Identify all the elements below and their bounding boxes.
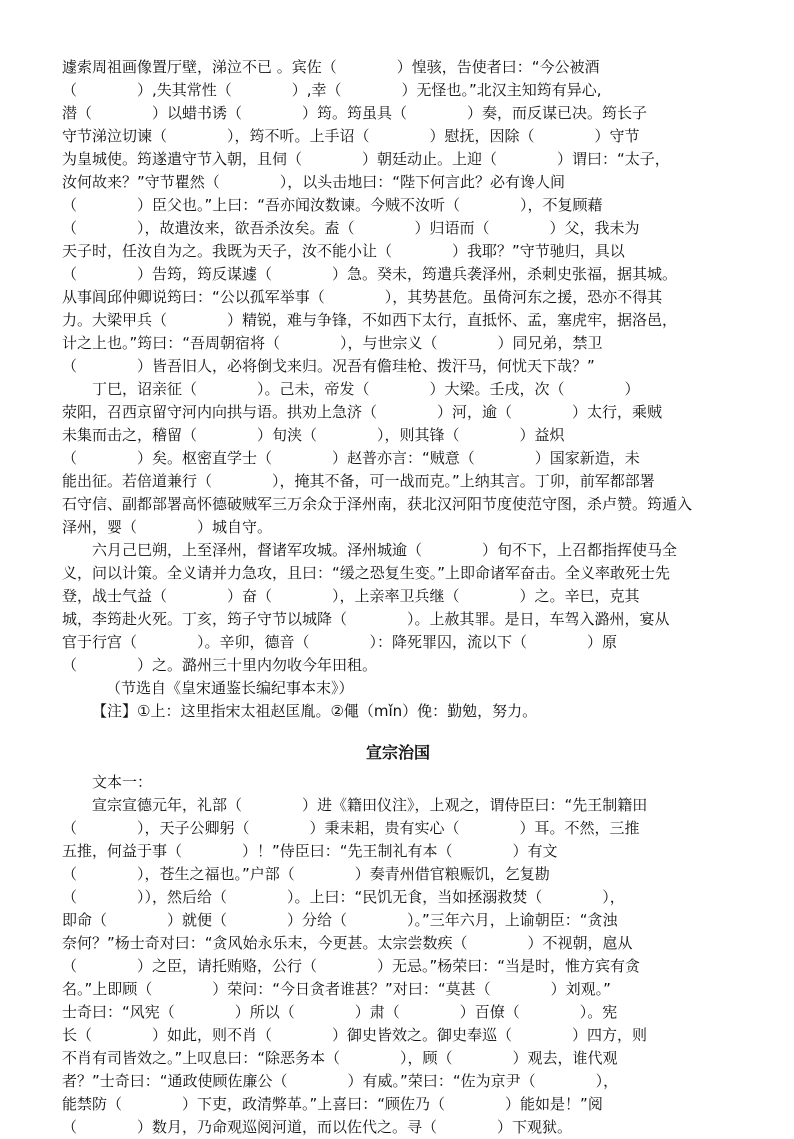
text-line: 丁巳，诏亲征（ ）。己未，帝发（ ）大梁。壬戌，次（ ） [92,380,640,398]
text-line: 石守信、副都部署高怀德破贼军三万余众于泽州南，获北汉河阳节度使范守图，杀卢赞。筠遁入 [62,495,693,513]
text-line: 未集而击之，稽留（ ）旬浃（ ），则其锋（ ）益炽 [62,426,565,444]
text-line: 奈何？”杨士奇对曰：“贪风始永乐末，今更甚。太宗尝数疾（ ）不视朝，扈从 [62,934,633,952]
text-line: （ ）告筠，筠反谋遽（ ）急。癸未，筠遣兵袭泽州，杀刺史张福，据其城。 [62,265,678,283]
text-line: 官于行宫（ ）。辛卯，德音（ ）：降死罪囚，流以下（ ）原 [62,633,618,651]
text-line: 宣宗宣德元年，礼部（ ）进《籍田仪注》，上观之，谓侍臣曰：“先王制籍田 [92,796,648,814]
text-line: 五推，何益于事（ ）！”侍臣曰：“先王制礼有本（ ）有文 [62,842,558,860]
text-line: 登，战士气益（ ）奋（ ），上亲率卫兵继（ ）之。辛巳，克其 [62,587,640,605]
text-line: 六月己巳朔，上至泽州，督诸军攻城。泽州城逾（ ）旬不下，上召都指挥使马全 [92,541,678,559]
text-line: 从事闾邱仲卿说筠曰：“公以孤军举事（ ），其势甚危。虽倚河东之援，恐亦不得其 [62,288,663,306]
text-subtitle: 文本一： [92,773,153,791]
passage-1 [62,56,734,723]
text-line: 为皇城使。筠遂遣守节入朝，且伺（ ）朝廷动止。上迎（ ）谓曰：“太子， [62,150,670,168]
text-line: 城，李筠赴火死。丁亥，筠子守节以城降（ ）。上赦其罪。是日，车驾入潞州，宴从 [62,610,670,628]
text-line: （ ），天子公卿躬（ ）秉耒耜，贵有实心（ ）耳。不然，三推 [62,819,640,837]
text-line: 义，问以计策。全义请并力急攻，且曰：“缓之恐复生变。”上即命诸军奋击。全义率敢死士先 [62,564,671,582]
text-line: 天子时，任汝自为之。我既为天子，汝不能小让（ ）我耶？”守节驰归，具以 [62,242,625,260]
section-title: 宣宗治国 [365,743,430,762]
document-page [62,56,734,1139]
text-line: 能禁防（ ）下吏，政清弊革。”上喜曰：“顾佐乃（ ）能如是！”阅 [62,1095,603,1113]
text-line: 计之上也。”筠曰：“吾周朝宿将（ ），与世宗义（ ）同兄弟，禁卫 [62,334,603,352]
source-citation: （节选自《皇宋通鉴长编纪事本末》） [106,679,354,697]
text-line: （ ）数月，乃命观巡阅河道，而以佐代之。寻（ ）下观狱。 [62,1118,573,1136]
text-line: 士奇曰：“风宪（ ）所以（ ）肃（ ）百僚（ ）。宪 [62,1003,618,1021]
text-line: （ ）臣父也。”上曰：“吾亦闻汝数谏。今贼不汝听（ ），不复顾藉 [62,196,603,214]
text-line: 能出征。若倍道兼行（ ），掩其不备，可一战而克。”上纳其言。丁卯，前军都部署 [62,472,655,490]
text-line: 守节涕泣切谏（ ），筠不听。上手诏（ ）慰抚，因除（ ）守节 [62,127,640,145]
text-line: 荥阳，召西京留守河内向拱与语。拱劝上急济（ ）河，逾（ ）太行，乘贼 [62,403,663,421]
text-line: 长（ ）如此，则不肖（ ）御史皆效之。御史奉巡（ ）四方，则 [62,1026,648,1044]
text-line: 名。”上即顾（ ）荣问：“今日贪者谁甚？”对曰：“莫甚（ ）刘观。” [62,980,611,998]
text-line: （ ）），然后给（ ）。上曰：“民饥无食，当如拯溺救焚（ ）， [62,888,625,906]
text-line: （ ）之。潞州三十里内勿收今年田租。 [62,656,378,674]
text-line: （ ）,失其常性（ ）,幸（ ）无怪也。”北汉主知筠有异心, [62,81,602,99]
text-line: （ ）皆吾旧人，必将倒戈来归。况吾有儋珪枪、拨汗马，何忧天下哉？” [62,357,595,375]
text-line: 遽索周祖画像置厅壁，涕泣不已 。宾佐（ ）惶骇，告使者曰：“今公被酒 [62,58,600,76]
text-line: 泽州，婴（ ）城自守。 [62,518,273,536]
text-line: 力。大梁甲兵（ ）精锐，难与争锋，不如西下太行，直抵怀、孟，塞虎牢，据洛邑， [62,311,678,329]
text-line: 者？”士奇曰：“通政使顾佐廉公（ ）有威。”荣曰：“佐为京尹（ ）， [62,1072,619,1090]
text-line: 不肖有司皆效之。”上叹息曰：“除恶务本（ ），顾（ ）观去，谁代观 [62,1049,618,1067]
text-line: （ ），苍生之福也。”户部（ ）奏青州借官粮赈饥，乞复勘 [62,865,550,883]
text-line: （ ）之臣，请托贿赂，公行（ ）无忌。”杨荣曰：“当是时，惟方宾有贪 [62,957,641,975]
text-line: 汝何故来？”守节瞿然（ ），以头击地曰：“陛下何言此？必有谗人间 [62,173,566,191]
text-line: （ ）矣。枢密直学士（ ）赵普亦言：“贼意（ ）国家新造，未 [62,449,640,467]
text-line: 潜（ ）以蜡书诱（ ）筠。筠虽具（ ）奏，而反谋已决。筠长子 [62,104,648,122]
section-gap [62,723,734,739]
passage-2 [62,739,734,1139]
text-line: 即命（ ）就便（ ）分给（ ）。”三年六月，上谕朝臣：“贪浊 [62,911,618,929]
annotation-note: 【注】①上：这里指宋太祖赵匡胤。②僶（mǐn）俛：勤勉，努力。 [92,702,538,720]
text-line: （ ），故遣汝来，欲吾杀汝矣。盍（ ）归语而（ ）父，我未为 [62,219,640,237]
